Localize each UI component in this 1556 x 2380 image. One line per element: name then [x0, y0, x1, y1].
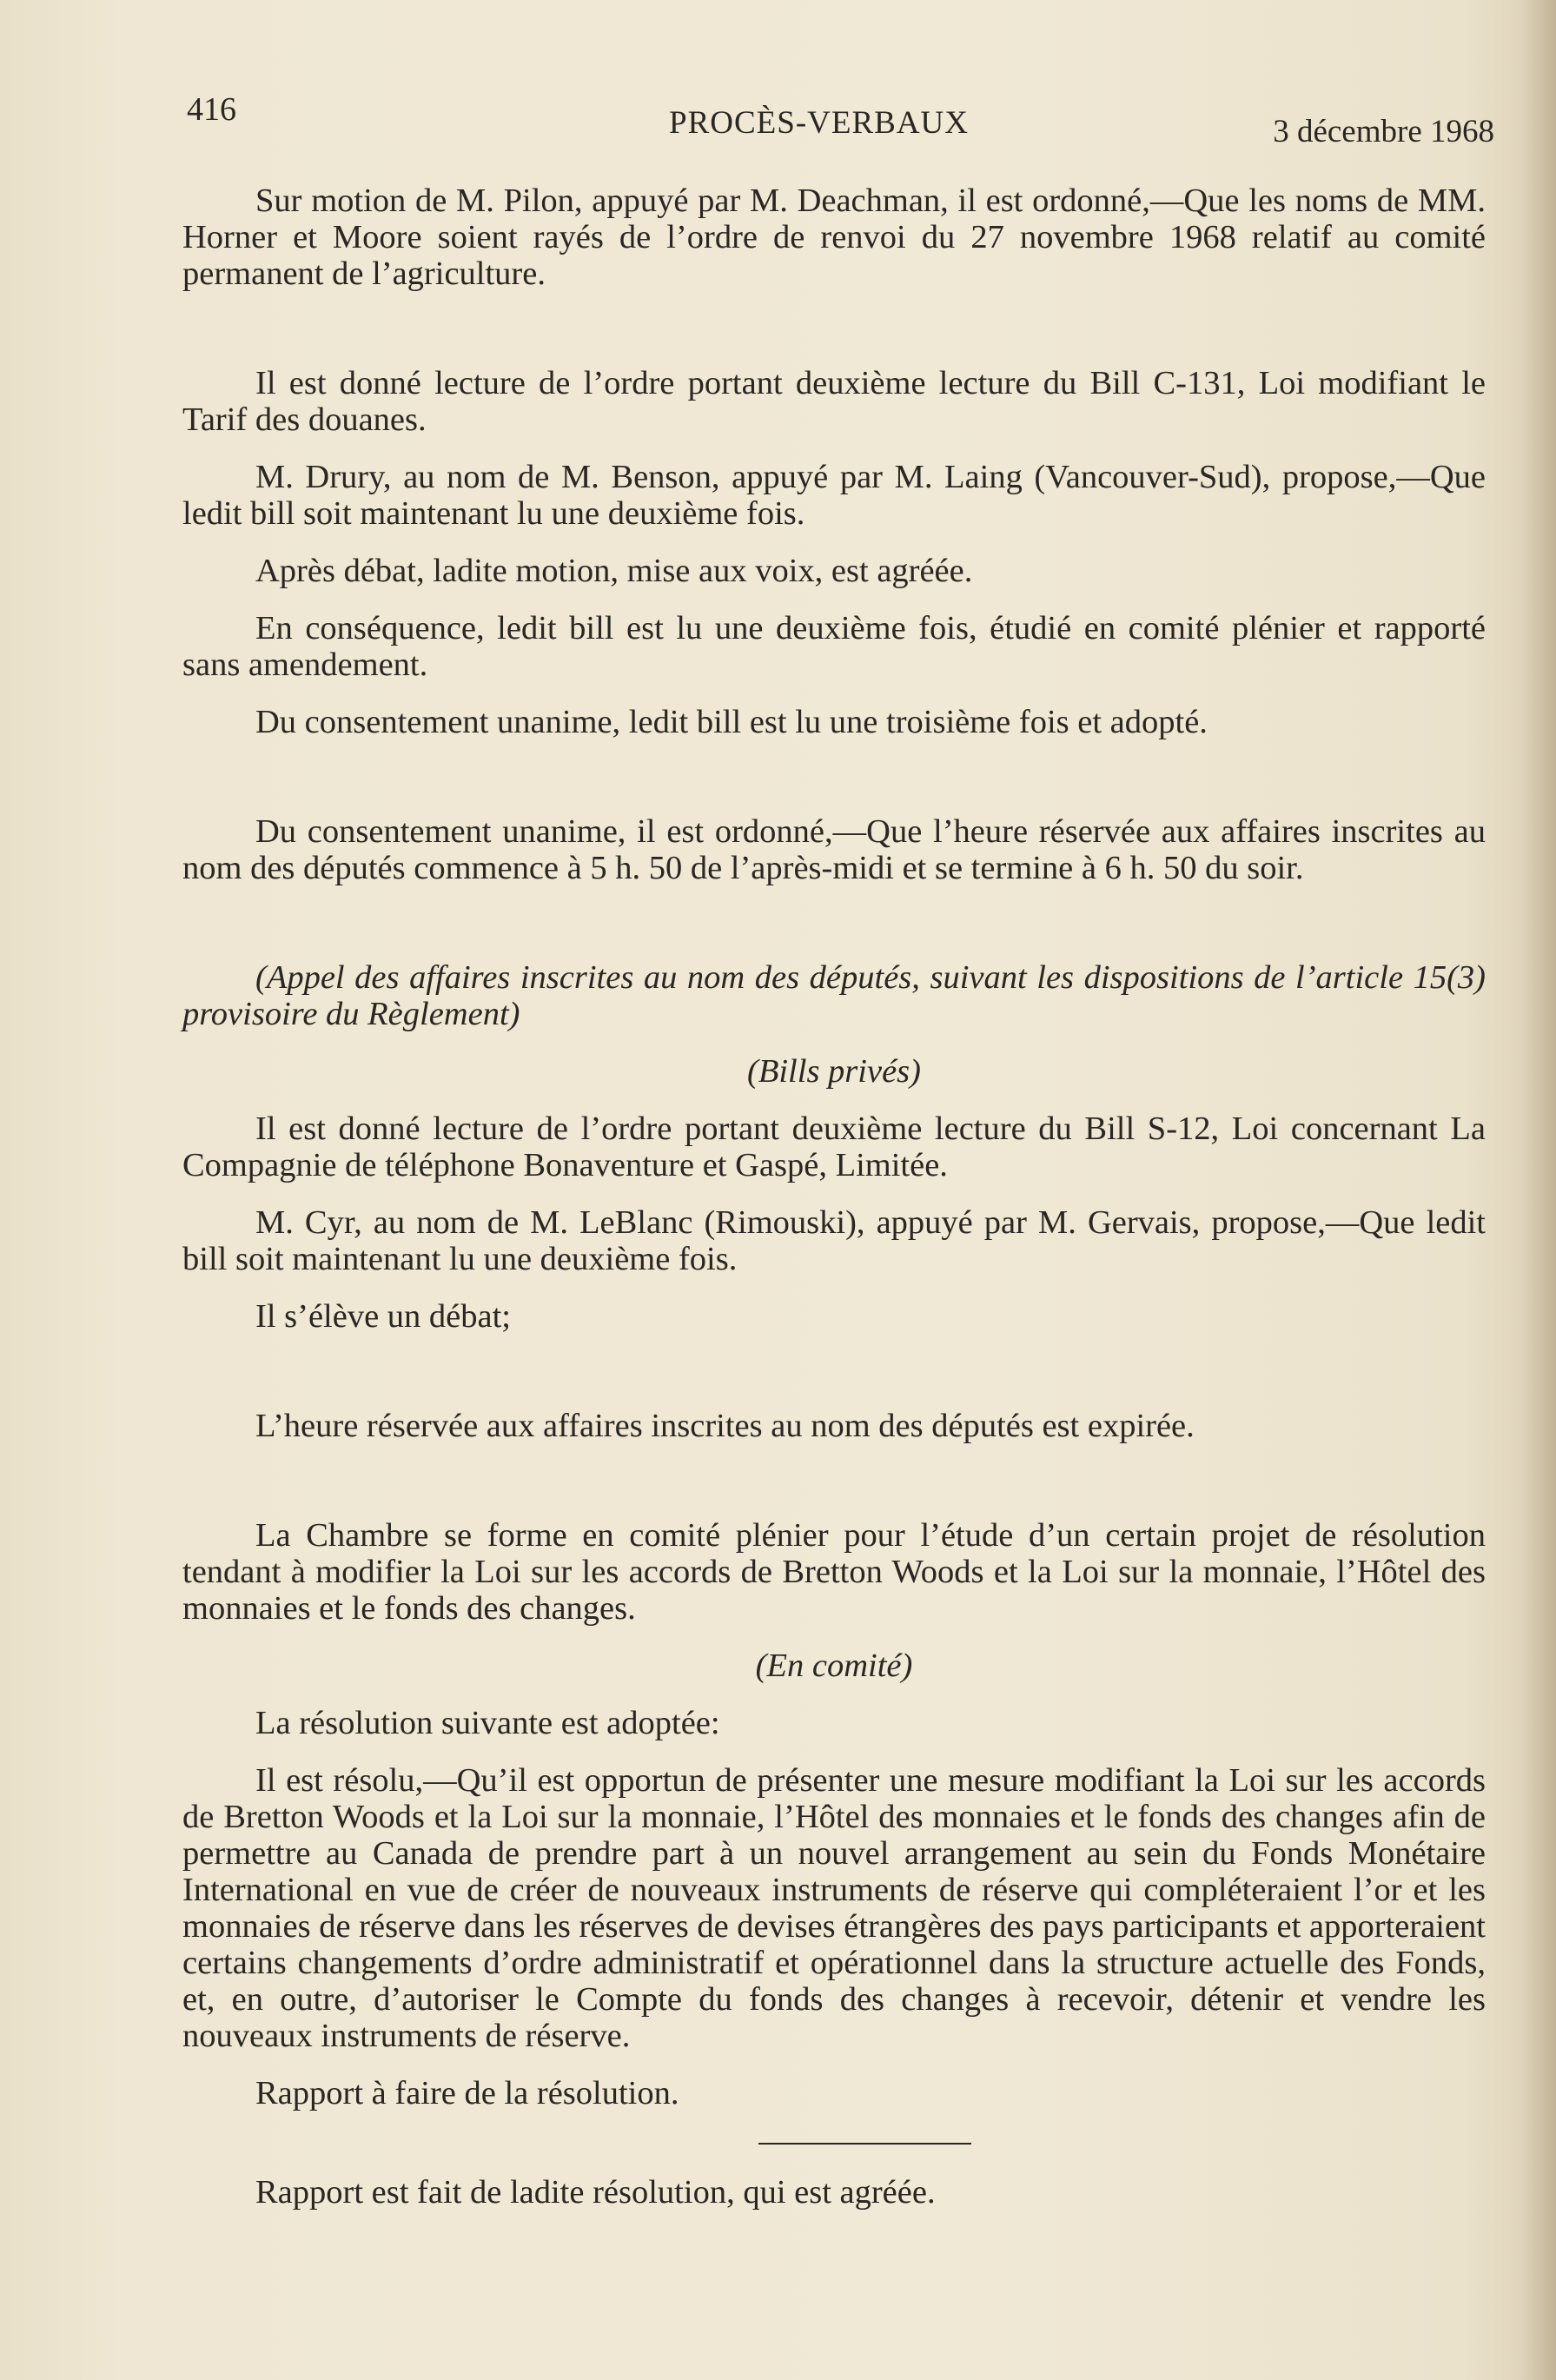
private-members-call-text: (Appel des affaires inscrites au nom des députés, suivant les dispositions de l’article 15(3) provisoire du Règlement) [182, 959, 1486, 1032]
running-title: PROCÈS-VERBAUX [669, 105, 969, 141]
document-body [182, 182, 1486, 2211]
paragraph-second-reading: En conséquence, ledit bill est lu une deuxième fois, étudié en comité plénier et rapporté sans amendement. [182, 610, 1486, 683]
paragraph-third-reading: Du consentement unanime, ledit bill est lu une troisième fois et adopté. [255, 704, 1208, 740]
paragraph-report-to-make: Rapport à faire de la résolution. [255, 2075, 679, 2112]
paragraph-report-made: Rapport est fait de ladite résolution, qui est agréée. [255, 2174, 936, 2211]
page-edge-shadow [1520, 0, 1556, 2380]
paragraph-drury-proposal: M. Drury, au nom de M. Benson, appuyé par M. Laing (Vancouver-Sud), propose,—Que ledit bill soit maintenant lu une deuxième fois. [182, 459, 1486, 532]
paragraph-bill-s12-reading: Il est donné lecture de l’ordre portant deuxième lecture du Bill S-12, Loi concernant La Compagnie de téléphone Bonaventure et Gaspé, Limitée. [182, 1110, 1486, 1183]
paragraph-debate-arises: Il s’élève un débat; [255, 1298, 511, 1335]
paragraph-private-members-call [182, 959, 1486, 1032]
heading-private-bills-text: (Bills privés) [747, 1053, 921, 1090]
paragraph-debate-agreed: Après débat, ladite motion, mise aux voix, est agréée. [255, 553, 973, 589]
paragraph-bill-c131-reading: Il est donné lecture de l’ordre portant deuxième lecture du Bill C-131, Loi modifiant le Tarif des douanes. [182, 365, 1486, 438]
paragraph-resolution-text: Il est résolu,—Qu’il est opportun de présenter une mesure modifiant la Loi sur les accords de Bretton Woods et la Loi sur la monnaie, l’Hôtel des monnaies et le fonds des changes afin de permettre au Canada de prendre part à un nouvel arrangement au sein du Fonds Monétaire International en vue de créer de nouveaux instruments de réserve qui compléteraient l’or et les monnaies de réserve dans les réserves de devises étrangères des pays participants et apporteraient certains changements d’ordre administratif et opérationnel dans la structure actuelle des Fonds, et, en outre, d’autoriser le Compte du fonds des changes à recevoir, détenir et vendre les nouveaux instruments de réserve. [182, 1762, 1486, 2054]
paragraph-unanimous-consent: Du consentement unanime, il est ordonné,—Que l’heure réservée aux affaires inscrites au nom des députés commence à 5 h. 50 de l’après-midi et se termine à 6 h. 50 du soir. [182, 813, 1486, 886]
page-number: 416 [187, 91, 236, 128]
paragraph-resolution-adopted: La résolution suivante est adoptée: [255, 1705, 720, 1741]
heading-in-committee-text: (En comité) [755, 1647, 913, 1684]
section-divider [758, 2143, 971, 2145]
paragraph-hour-expired: L’heure réservée aux affaires inscrites au nom des députés est expirée. [255, 1408, 1195, 1444]
page-header [187, 87, 1494, 148]
heading-private-bills [182, 1053, 1486, 1090]
paragraph-motion-pilon: Sur motion de M. Pilon, appuyé par M. Deachman, il est ordonné,—Que les noms de MM. Horner et Moore soient rayés de l’ordre de renvoi du 27 novembre 1968 relatif au comité permanent de l’agriculture. [182, 182, 1486, 292]
paragraph-committee-of-whole: La Chambre se forme en comité plénier pour l’étude d’un certain projet de résolution tendant à modifier la Loi sur les accords de Bretton Woods et la Loi sur la monnaie, l’Hôtel des monnaies et le fonds des changes. [182, 1517, 1486, 1627]
paragraph-cyr-proposal: M. Cyr, au nom de M. LeBlanc (Rimouski), appuyé par M. Gervais, propose,—Que ledit bill soit maintenant lu une deuxième fois. [182, 1204, 1486, 1277]
heading-in-committee [182, 1647, 1486, 1684]
header-date: 3 décembre 1968 [1273, 114, 1494, 149]
